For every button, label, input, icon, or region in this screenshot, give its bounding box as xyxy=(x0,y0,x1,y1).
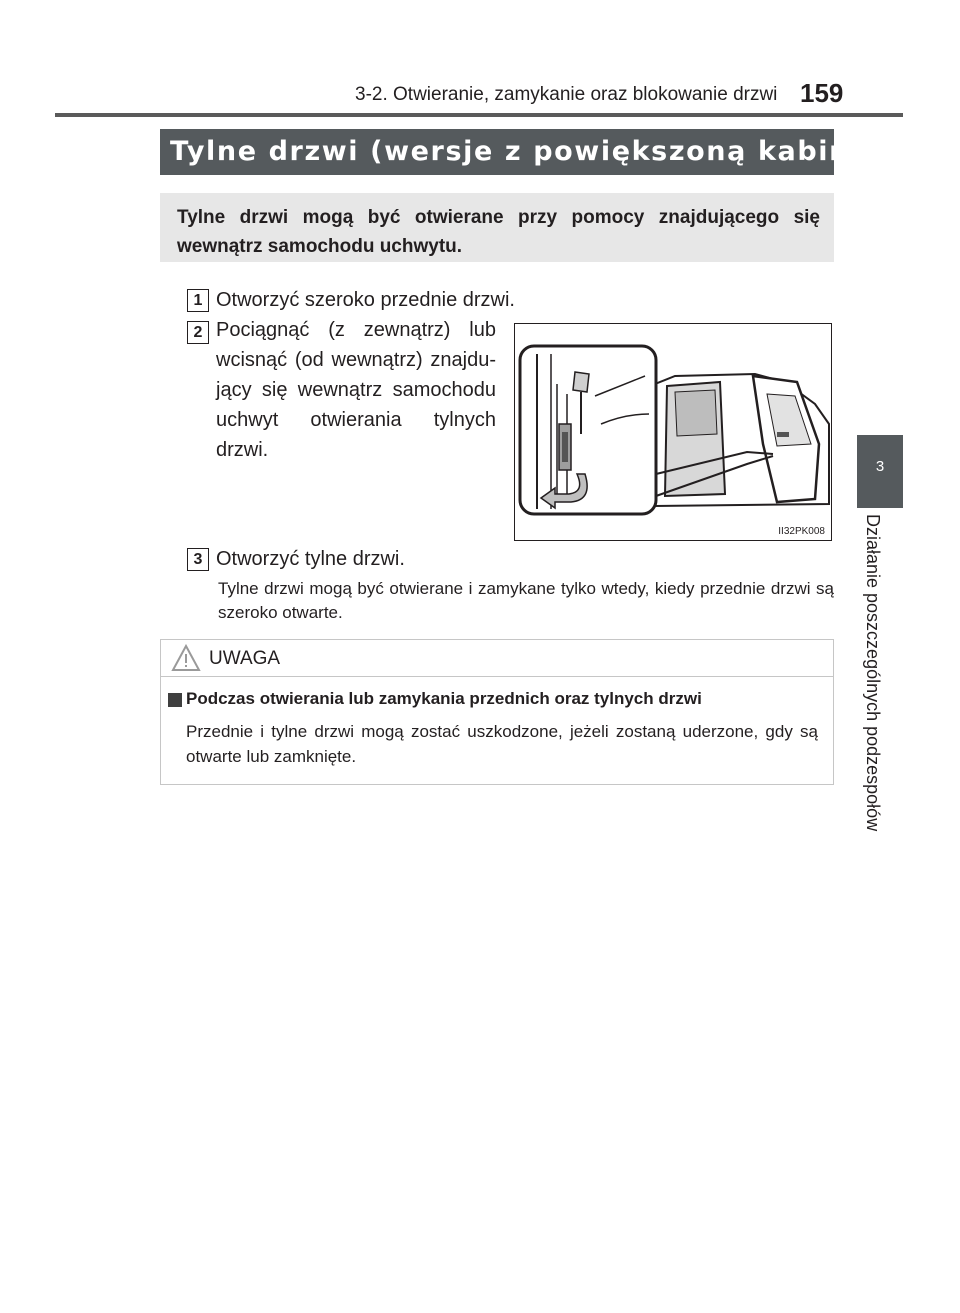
warning-subtitle: Podczas otwierania lub zamykania przednich oraz tylnych drzwi xyxy=(186,689,702,708)
header-rule xyxy=(55,113,903,117)
chapter-number: 3 xyxy=(875,458,885,475)
section-title: 3-2. Otwieranie, zamykanie oraz blokowanie drzwi xyxy=(355,84,778,105)
page-number: 159 xyxy=(800,78,844,108)
warning-title: UWAGA xyxy=(209,648,281,669)
warning-body: Przednie i tylne drzwi mogą zostać uszkodzone, jeżeli zostaną uderzone, gdy są otwarte lub zamknięte. xyxy=(186,722,818,766)
step-text-2: Pociągnąć (z zewnątrz) lub wcisnąć (od wewnątrz) znajdu-jący się wewnątrz samochodu uchwyt otwierania tylnych drzwi. xyxy=(216,319,496,461)
step-text-3: Otworzyć tylne drzwi. xyxy=(216,548,405,570)
intro-text: Tylne drzwi mogą być otwierane przy pomocy znajdującego się wewnątrz samochodu uchwytu. xyxy=(160,193,834,262)
page-title: Tylne drzwi (wersje z powiększoną kabiną) xyxy=(160,129,834,175)
door-illustration xyxy=(515,324,832,541)
figure-code: II32PK008 xyxy=(778,526,825,537)
figure-door-handle xyxy=(514,323,832,541)
step-number-3: 3 xyxy=(187,548,209,571)
step-number-2: 2 xyxy=(187,321,209,344)
warning-box xyxy=(160,639,834,785)
warning-header xyxy=(161,640,833,677)
warning-triangle-icon xyxy=(171,644,201,677)
step-number-1: 1 xyxy=(187,289,209,312)
step-3-note: Tylne drzwi mogą być otwierane i zamykane tylko wtedy, kiedy przednie drzwi są szeroko otwarte. xyxy=(218,579,834,622)
square-bullet-icon xyxy=(168,693,182,707)
step-text-1: Otworzyć szeroko przednie drzwi. xyxy=(216,289,515,311)
chapter-label: Działanie poszczególnych podzespołów xyxy=(863,514,883,832)
chapter-tab xyxy=(857,435,903,508)
